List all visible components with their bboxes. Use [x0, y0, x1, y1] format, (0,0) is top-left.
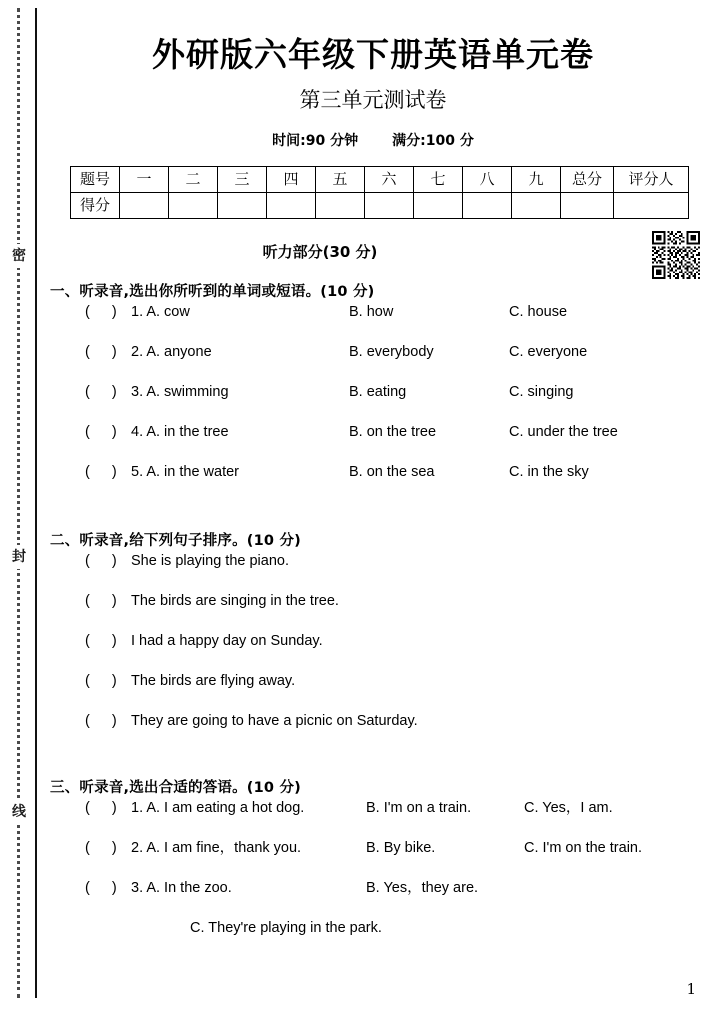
question-option-c[interactable]: C. in the sky [509, 464, 589, 481]
question-option-c[interactable]: C. Yes，I am. [524, 800, 613, 817]
question-option-b[interactable]: B. I'm on a train. [366, 800, 472, 817]
question-row [50, 425, 710, 465]
table-row-scores [71, 193, 689, 219]
time-limit-label: 时间:90 分钟 [272, 133, 359, 150]
section-two-questions [50, 554, 710, 754]
column-header-grader: 评分人 [614, 167, 689, 193]
column-header-9: 九 [512, 167, 561, 193]
seal-character-mi: 密 [8, 244, 30, 268]
question-option-a[interactable]: 3. A. In the zoo. [131, 880, 232, 897]
question-option-a[interactable]: 5. A. in the water [131, 464, 240, 481]
column-header-3: 三 [218, 167, 267, 193]
answer-bracket[interactable]: ( ) [85, 424, 117, 441]
question-option-c[interactable]: C. singing [509, 384, 574, 401]
score-cell-8[interactable] [463, 193, 512, 219]
section-three-questions [50, 801, 710, 961]
column-header-8: 八 [463, 167, 512, 193]
question-row [50, 465, 710, 505]
question-option-b[interactable]: B. on the sea [349, 464, 435, 481]
score-table [70, 166, 689, 219]
answer-bracket[interactable]: ( ) [85, 673, 117, 690]
answer-bracket[interactable]: ( ) [85, 344, 117, 361]
question-option-c[interactable]: C. under the tree [509, 424, 618, 441]
score-cell-2[interactable] [169, 193, 218, 219]
question-row [50, 345, 710, 385]
seal-dotted-line [17, 8, 20, 998]
column-header-5: 五 [316, 167, 365, 193]
column-header-7: 七 [414, 167, 463, 193]
page-title: 外研版六年级下册英语单元卷 [152, 35, 594, 74]
section-title-one: 一、听录音,选出你所听到的单词或短语。(10 分) [50, 284, 375, 301]
score-cell-6[interactable] [365, 193, 414, 219]
question-row [50, 634, 710, 674]
score-cell-grader[interactable] [614, 193, 689, 219]
answer-bracket[interactable]: ( ) [85, 593, 117, 610]
column-header-total: 总分 [561, 167, 614, 193]
ordering-sentence: The birds are flying away. [131, 673, 296, 690]
score-cell-5[interactable] [316, 193, 365, 219]
question-option-b[interactable]: B. Yes，they are. [366, 880, 479, 897]
question-row [50, 385, 710, 425]
question-row [50, 881, 710, 921]
qr-code-icon [652, 231, 700, 279]
question-row [50, 801, 710, 841]
listening-part-header [50, 241, 710, 262]
score-cell-9[interactable] [512, 193, 561, 219]
question-option-b[interactable]: B. how [349, 304, 394, 321]
score-cell-4[interactable] [267, 193, 316, 219]
row-label-question-number: 题号 [71, 167, 120, 193]
column-header-2: 二 [169, 167, 218, 193]
answer-bracket[interactable]: ( ) [85, 880, 117, 897]
answer-bracket[interactable]: ( ) [85, 633, 117, 650]
question-row [50, 674, 710, 714]
seal-solid-line [35, 8, 37, 998]
column-header-4: 四 [267, 167, 316, 193]
score-cell-total[interactable] [561, 193, 614, 219]
question-option-a[interactable]: 2. A. anyone [131, 344, 212, 361]
score-cell-1[interactable] [120, 193, 169, 219]
ordering-sentence: I had a happy day on Sunday. [131, 633, 323, 650]
ordering-sentence: They are going to have a picnic on Saturday. [131, 713, 418, 730]
answer-bracket[interactable]: ( ) [85, 840, 117, 857]
question-option-a[interactable]: 2. A. I am fine，thank you. [131, 840, 302, 857]
paper-content [50, 0, 710, 1020]
full-score-label: 满分:100 分 [392, 133, 474, 150]
page-subtitle: 第三单元测试卷 [299, 87, 447, 112]
question-row [50, 841, 710, 881]
ordering-sentence: The birds are singing in the tree. [131, 593, 339, 610]
question-option-b[interactable]: B. on the tree [349, 424, 437, 441]
table-row-question-numbers [71, 167, 689, 193]
section-one-questions [50, 305, 710, 505]
question-option-a[interactable]: 4. A. in the tree [131, 424, 229, 441]
seal-character-xian: 线 [8, 800, 30, 824]
listening-part-label: 听力部分(30 分) [262, 243, 378, 262]
question-option-b[interactable]: B. everybody [349, 344, 434, 361]
question-option-c-wrapped-row [50, 921, 710, 961]
answer-bracket[interactable]: ( ) [85, 713, 117, 730]
answer-bracket[interactable]: ( ) [85, 384, 117, 401]
question-option-b[interactable]: B. eating [349, 384, 407, 401]
question-option-a[interactable]: 1. A. cow [131, 304, 190, 321]
answer-bracket[interactable]: ( ) [85, 553, 117, 570]
row-label-score: 得分 [71, 193, 120, 219]
answer-bracket[interactable]: ( ) [85, 304, 117, 321]
page-number: 1 [686, 980, 696, 998]
question-option-a[interactable]: 3. A. swimming [131, 384, 229, 401]
question-row [50, 714, 710, 754]
column-header-6: 六 [365, 167, 414, 193]
question-option-a[interactable]: 1. A. I am eating a hot dog. [131, 800, 305, 817]
ordering-sentence: She is playing the piano. [131, 553, 289, 570]
question-option-b[interactable]: B. By bike. [366, 840, 436, 857]
answer-bracket[interactable]: ( ) [85, 800, 117, 817]
question-option-c[interactable]: C. I'm on the train. [524, 840, 643, 857]
score-cell-3[interactable] [218, 193, 267, 219]
question-row [50, 594, 710, 634]
question-row [50, 305, 710, 345]
exam-meta [50, 130, 710, 150]
answer-bracket[interactable]: ( ) [85, 464, 117, 481]
question-option-c[interactable]: C. They're playing in the park. [190, 920, 382, 937]
question-option-c[interactable]: C. everyone [509, 344, 588, 361]
question-option-c[interactable]: C. house [509, 304, 568, 321]
section-title-two: 二、听录音,给下列句子排序。(10 分) [50, 533, 301, 550]
question-row [50, 554, 710, 594]
seal-character-feng: 封 [8, 545, 30, 569]
score-table-container [50, 166, 710, 219]
score-cell-7[interactable] [414, 193, 463, 219]
section-title-three: 三、听录音,选出合适的答语。(10 分) [50, 780, 301, 797]
column-header-1: 一 [120, 167, 169, 193]
